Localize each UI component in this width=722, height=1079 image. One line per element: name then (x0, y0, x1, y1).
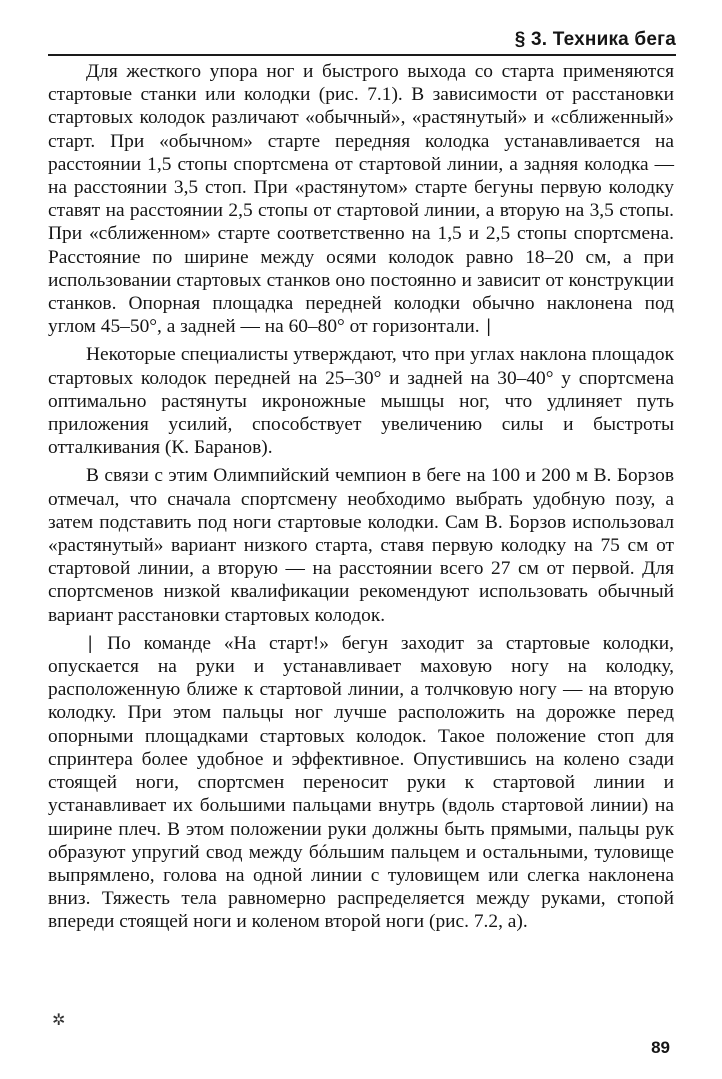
paragraph (48, 60, 674, 338)
paragraph-text: Некоторые специалисты утверждают, что при углах наклона площадок стартовых колодок передней на 25–30° и задней на 30–40° у спортсмена оптимально растянуты икроножные мышцы ног, что удлиняет путь приложения усилий, способствует увеличению силы и быстроты отталкивания (К. Баранов). (48, 344, 674, 459)
section-title: § 3. Техника бега (514, 29, 676, 50)
paragraph (48, 464, 674, 626)
paragraph-text: Для жесткого упора ног и быстрого выхода со старта применяются стартовые станки или колодки (рис. 7.1). В зависимости от расстановки стартовых колодок различают «обычный», «растянутый» и «сближенный» старт. При «обычном» старте передняя колодка устанавливается на расстоянии 1,5 стопы спортсмена от стартовой линии, а задняя колодка — на расстоянии 3,5 стоп. При «растянутом» старте бегуны первую колодку ставят на расстоянии 2,5 стопы от стартовой линии, а вторую на 3,5 стопы. При «сближенном» старте соответственно на 1,5 и 2,5 стопы спортсмена. Расстояние по ширине между осями колодок равно 18–20 см, а при использовании стартовых станков оно постоянно и зависит от конструкции станков. Опорная площадка передней колодки обычно наклонена под углом 45–50°, а задней — на 60–80° от горизонтали. (48, 61, 674, 338)
paragraph (48, 632, 674, 934)
ink-smudge-icon: ✲ (52, 1012, 66, 1029)
body-text (48, 60, 674, 939)
margin-mark: | (88, 632, 93, 654)
paragraph-text: По команде «На старт!» бегун заходит за стартовые колодки, опускается на руки и устанавливает маховую ногу на колодку, расположенную ближе к стартовой линии, а толчковую ногу — на вторую колодку. При этом пальцы ног лучше расположить на дорожке перед опорными площадками стартовых колодок. Такое положение стоп для спринтера более удобное и эффективное. Опустившись на колено сзади стоящей ноги, спортсмен переносит руки к стартовой линии и устанавливает их большими пальцами внутрь (вдоль стартовой линии) на ширине плеч. В этом положении руки должны быть прямыми, пальцы рук образуют упругий свод между бóльшим пальцем и остальными, туловище выпрямлено, голова на одной линии с туловищем или слегка наклонена вниз. Тяжесть тела равномерно распределяется между руками, стопой впереди стоящей ноги и коленом второй ноги (рис. 7.2, а). (48, 632, 674, 933)
paragraph-text: В связи с этим Олимпийский чемпион в беге на 100 и 200 м В. Борзов отмечал, что сначала спортсмену необходимо выбрать удобную позу, а затем подставить под ноги стартовые колодки. Сам В. Борзов использовал «растянутый» вариант низкого старта, ставя первую колодку на 75 см от стартовой линии, а вторую — на расстоянии всего 27 см от первой. Для спортсменов низкой квалификации рекомендуют использовать обычный вариант расстановки стартовых колодок. (48, 465, 674, 626)
paragraph (48, 343, 674, 459)
margin-mark: | (486, 316, 491, 338)
page-number: 89 (651, 1038, 670, 1057)
page-header (48, 26, 676, 56)
